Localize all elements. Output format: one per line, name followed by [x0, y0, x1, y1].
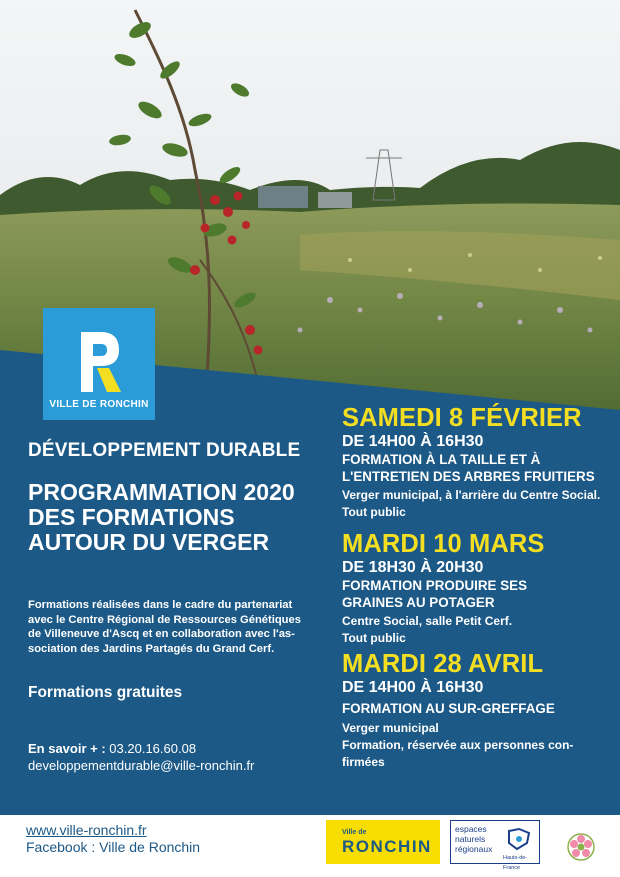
contact-block	[28, 740, 254, 774]
event-time: DE 18H30 À 20H30	[342, 559, 484, 576]
ville-ronchin-footer-logo	[326, 820, 440, 864]
espaces-naturels-regionaux-logo	[450, 820, 540, 871]
website-link[interactable]: www.ville-ronchin.fr	[26, 822, 147, 838]
event-place-line: Verger municipal	[342, 720, 439, 735]
espaces-line: espaces	[455, 824, 487, 834]
event-place	[342, 613, 617, 647]
event-place-line: Tout public	[342, 631, 406, 645]
partnership-line: de Villeneuve d'Ascq et en collaboration avec l'as-	[28, 628, 295, 640]
event-place-line: firmées	[342, 754, 385, 769]
contact-label: En savoir + :	[28, 741, 106, 756]
jardins-partages-logo	[552, 817, 610, 875]
event-time: DE 14H00 À 16H30	[342, 433, 484, 450]
event-place-line: Formation, réservée aux personnes con-	[342, 737, 574, 752]
espaces-line: naturels	[455, 834, 486, 844]
kicker-heading: DÉVELOPPEMENT DURABLE	[28, 440, 301, 461]
partnership-line: sociation des Jardins Partagés du Grand Cerf.	[28, 642, 275, 655]
footer	[0, 815, 620, 877]
program-title-line: AUTOUR DU VERGER	[28, 529, 270, 555]
event-2	[342, 530, 617, 647]
hauts-de-france-icon	[505, 827, 533, 851]
espaces-line: régionaux	[455, 844, 493, 854]
event-date: MARDI 28 AVRIL	[342, 650, 544, 678]
event-title	[342, 701, 617, 718]
partnership-line: avec le Centre Régional de Ressources Génétiques	[28, 613, 301, 626]
city-name: VILLE DE RONCHIN	[49, 399, 149, 410]
logo-ville-small: Ville de	[342, 829, 367, 836]
contact-phone[interactable]: 03.20.16.60.08	[109, 741, 197, 756]
partnership-text	[28, 598, 318, 656]
event-place-line: Centre Social, salle Petit Cerf.	[342, 614, 513, 628]
event-place	[342, 720, 617, 771]
event-place-line: Tout public	[342, 505, 406, 519]
ronchin-r-icon	[79, 330, 121, 394]
program-title-line: PROGRAMMATION 2020	[28, 479, 295, 505]
facebook-link[interactable]: Facebook : Ville de Ronchin	[26, 839, 201, 855]
contact-email[interactable]: developpementdurable@ville-ronchin.fr	[28, 758, 255, 773]
event-title	[342, 452, 617, 485]
program-title	[28, 480, 328, 555]
event-date: MARDI 10 MARS	[342, 530, 545, 558]
event-title	[342, 578, 617, 611]
free-training-note: Formations gratuites	[28, 684, 183, 701]
region-name: Hauts-de-France	[503, 855, 528, 871]
ville-de-ronchin-logo	[43, 308, 155, 420]
event-title-line: FORMATION À LA TAILLE ET À	[342, 452, 541, 467]
event-title-line: FORMATION PRODUIRE SES	[342, 578, 527, 593]
event-time: DE 14H00 À 16H30	[342, 679, 484, 696]
jardins-partages-emblem	[552, 817, 610, 875]
partnership-line: Formations réalisées dans le cadre du partenariat	[28, 599, 293, 611]
event-date: SAMEDI 8 FÉVRIER	[342, 404, 582, 432]
event-1	[342, 404, 617, 521]
event-3	[342, 650, 617, 771]
event-title-line: L'ENTRETIEN DES ARBRES FRUITIERS	[342, 468, 595, 484]
program-title-line: DES FORMATIONS	[28, 504, 235, 530]
event-title-line: GRAINES AU POTAGER	[342, 594, 495, 610]
event-place-line: Verger municipal, à l'arrière du Centre Social.	[342, 488, 601, 502]
logo-ville-big: RONCHIN	[342, 837, 432, 856]
event-place	[342, 487, 617, 521]
event-title-line: FORMATION AU SUR-GREFFAGE	[342, 701, 555, 716]
